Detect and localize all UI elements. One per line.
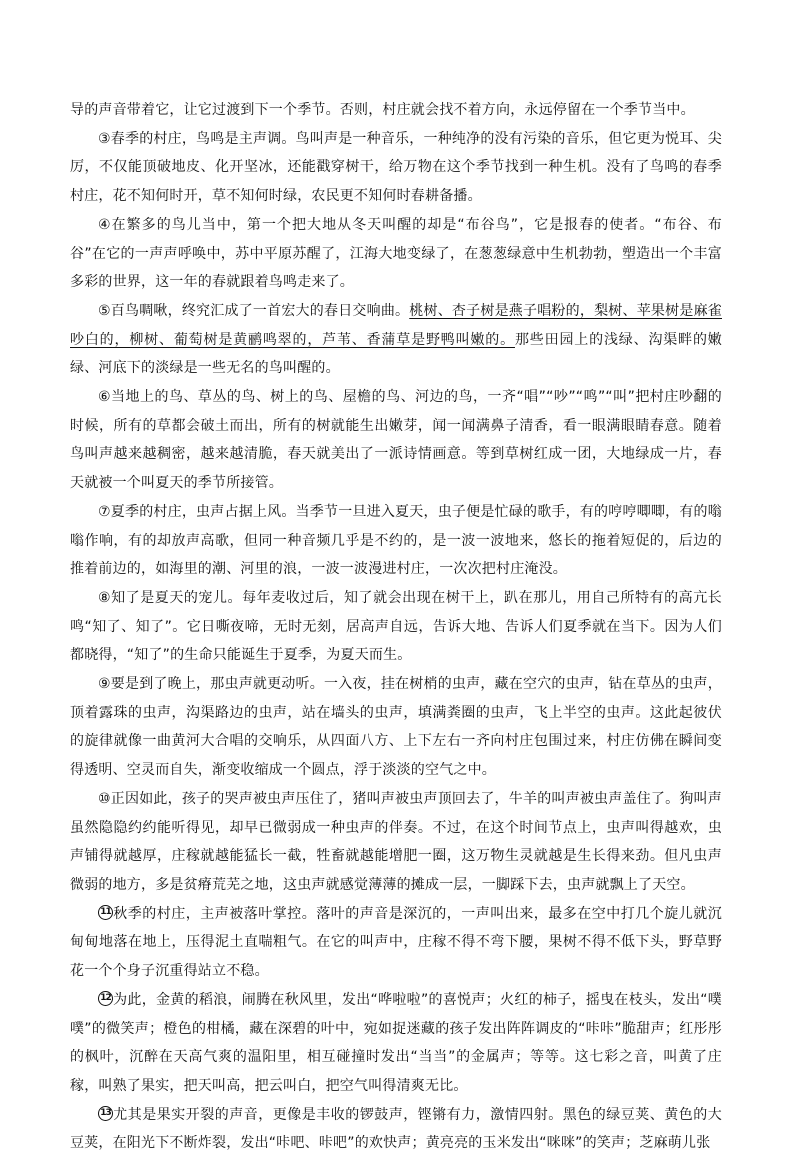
paragraph-number: ④ — [98, 216, 112, 233]
paragraph-p4 — [70, 211, 722, 297]
paragraph-text: 当地上的鸟、草丛的鸟、树上的鸟、屋檐的鸟、河边的鸟，一齐“唱”“吵”“鸣”“叫”把村庄吵翻的时候，所有的草都会破土而出，所有的树就能生出嫩芽，闻一闻满鼻子清香，看一眼满眼睛春意。随着鸟叫声越来越稠密，越来越清脆，春天就美出了一派诗情画意。等到草树红成一团，大地绿成一片，春天就被一个叫夏天的季节所接管。 — [70, 389, 722, 492]
paragraph-p13 — [70, 1101, 722, 1158]
paragraph-p8 — [70, 584, 722, 670]
paragraph-number: ⑤ — [98, 302, 111, 319]
paragraph-number: ③ — [98, 130, 111, 147]
paragraph-text: 正因如此，孩子的哭声被虫声压住了，猪叫声被虫声顶回去了，牛羊的叫声被虫声盖住了。狗叫声虽然隐隐约约能听得见，却早已微弱成一种虫声的伴奏。不过，在这个时间节点上，虫声叫得越欢，虫声铺得就越厚，庄稼就越能猛长一截，牲畜就越能增肥一圈，这万物生灵就越是生长得来劲。但凡虫声微弱的地方，多是贫瘠荒芜之地，这虫声就感觉薄薄的摊成一层，一脚踩下去，虫声就飘上了天空。 — [70, 790, 722, 893]
paragraph-text: 秋季的村庄，主声被落叶掌控。落叶的声音是深沉的，一声叫出来，最多在空中打几个旋儿就沉甸甸地落在地上，压得泥土直喘粗气。在它的叫声中，庄稼不得不弯下腰，果树不得不低下头，野草野花一个个身子沉重得站立不稳。 — [70, 905, 722, 980]
paragraph-text: 知了是夏天的宠儿。每年麦收过后，知了就会出现在树干上，趴在那儿，用自己所特有的高亢长鸣“知了、知了”。它日嘶夜啼，无时无刻，居高声自远，告诉大地、告诉人们夏季就在当下。因为人们都晓得，“知了”的生命只能诞生于夏季，为夏天而生。 — [70, 589, 722, 664]
paragraph-text: 导的声音带着它，让它过渡到下一个季节。否则，村庄就会找不着方向，永远停留在一个季节当中。 — [70, 102, 695, 118]
paragraph-text: 春季的村庄，鸟鸣是主声调。鸟叫声是一种音乐，一种纯净的没有污染的音乐，但它更为悦耳、尖厉，不仅能顶破地皮、化开坚冰，还能戳穿树干，给万物在这个季节找到一种生机。没有了鸟鸣的春季村庄，花不知何时开，草不知何时绿，农民更不知何时春耕备播。 — [70, 130, 722, 205]
paragraph-p12 — [70, 986, 722, 1101]
paragraph-text: 要是到了晚上，那虫声就更动听。一入夜，挂在树梢的虫声，藏在空穴的虫声，钻在草丛的虫声，顶着露珠的虫声，沟渠路边的虫声，站在墙头的虫声，填满粪圈的虫声，飞上半空的虫声。这此起彼伏的旋律就像一曲黄河大合唱的交响乐，从四面八方、上下左右一齐向村庄包围过来，村庄仿佛在瞬间变得透明、空灵而自失，渐变收缩成一个圆点，浮于淡淡的空气之中。 — [70, 676, 722, 779]
paragraph-text: 在繁多的鸟儿当中，第一个把大地从冬天叫醒的却是“布谷鸟”，它是报春的使者。“布谷、布谷”在它的一声声呼唤中，苏中平原苏醒了，江海大地变绿了，在葱葱绿意中生机勃勃，塑造出一个丰富多彩的世界，这一年的春就跟着鸟鸣走来了。 — [70, 216, 722, 291]
paragraph-p9 — [70, 670, 722, 785]
paragraph-number: ⑩ — [98, 790, 111, 807]
paragraph-p3 — [70, 125, 722, 211]
paragraph-text: 百鸟啁啾，终究汇成了一首宏大的春日交响曲。 — [110, 302, 410, 319]
article-body — [70, 96, 722, 1158]
paragraph-p-cont — [70, 96, 722, 125]
paragraph-number: ⑦ — [98, 503, 111, 520]
paragraph-text: 为此，金黄的稻浪，闹腾在秋风里，发出“哗啦啦”的喜悦声；火红的柿子，摇曳在枝头，发出“噗噗”的微笑声；橙色的柑橘，藏在深碧的叶中，宛如捉迷藏的孩子发出阵阵调皮的“咔咔”脆甜声；红彤彤的枫叶，沉醉在天高气爽的温阳里，相互碰撞时发出“当当”的金属声；等等。这七彩之音，叫黄了庄稼，叫熟了果实，把天叫高，把云叫白，把空气叫得清爽无比。 — [70, 991, 722, 1094]
paragraph-text: 尤其是果实开裂的声音，更像是丰收的锣鼓声，铿锵有力，激情四射。黑色的绿豆荚、黄色的大豆荚，在阳光下不断炸裂，发出“咔吧、咔吧”的欢快声；黄亮亮的玉米发出“咪咪”的笑声；芝麻萌儿张 — [70, 1106, 722, 1152]
paragraph-number: ⑨ — [98, 676, 111, 693]
paragraph-text: 夏季的村庄，虫声占据上风。当季节一旦进入夏天，虫子便是忙碌的歌手，有的哼哼唧唧，有的嗡嗡作响，有的却放声高歌，但同一种音频几乎是不约的，是一波一波地来，悠长的拖着短促的，后边的推着前边的，如海里的潮、河里的浪，一波一波漫进村庄，一次次把村庄淹没。 — [70, 503, 722, 578]
paragraph-number: ⑥ — [98, 389, 112, 406]
underlined-sentence: 桃树、杏子树是燕子唱粉的，梨树、苹果树是麻雀吵白的，柳树、葡萄树是黄鹂鸣翠的，芦苇、香蒲草是野鸭叫嫩的。 — [70, 302, 722, 348]
paragraph-number: ⑧ — [98, 589, 112, 606]
paragraph-p11 — [70, 900, 722, 986]
paragraph-text: 那些田园上的浅绿、沟渠畔的嫩绿、河底下的淡绿是一些无名的鸟叫醒的。 — [70, 331, 722, 377]
paragraph-number: 11 — [98, 905, 113, 920]
paragraph-p5 — [70, 297, 722, 383]
paragraph-number: 13 — [98, 1106, 113, 1121]
paragraph-p6 — [70, 383, 722, 498]
paragraph-p10 — [70, 785, 722, 900]
paragraph-number: 12 — [98, 991, 113, 1006]
paragraph-p7 — [70, 498, 722, 584]
